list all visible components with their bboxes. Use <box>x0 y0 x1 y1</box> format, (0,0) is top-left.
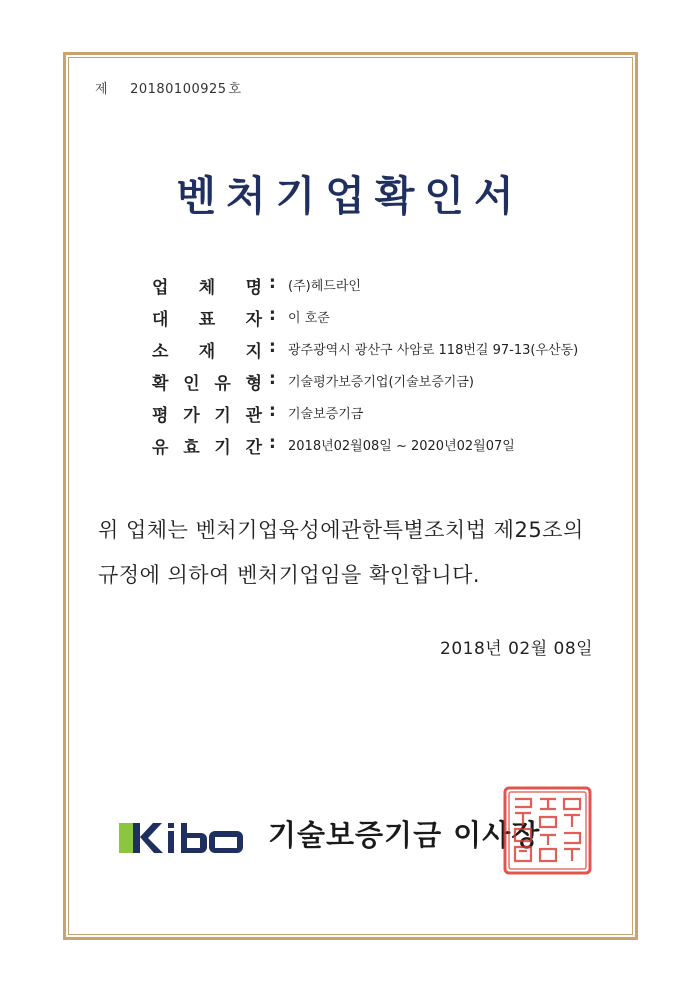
field-label: 대 표 자 <box>152 310 262 330</box>
statement-line-2: 규정에 의하여 벤처기업임을 확인합니다. <box>98 563 481 587</box>
field-label: 소 재 지 <box>152 342 262 362</box>
field-value-address: 광주광역시 광산구 사암로 118번길 97-13(우산동) <box>288 343 579 358</box>
issue-date: 2018년 02월 08일 <box>440 639 594 659</box>
field-value-validity-period: 2018년02월08일 ~ 2020년02월07일 <box>288 439 515 454</box>
field-label: 업 체 명 <box>152 278 262 298</box>
kibo-logo <box>119 815 259 859</box>
field-value-company: (주)헤드라인 <box>288 279 361 294</box>
field-label: 유 효 기 간 <box>152 438 262 458</box>
certificate-number-suffix: 호 <box>228 82 242 97</box>
field-colon: : <box>269 401 276 421</box>
field-colon: : <box>269 337 276 357</box>
confirmation-statement <box>98 508 638 598</box>
field-value-confirmation-type: 기술평가보증기업(기술보증기금) <box>288 375 474 390</box>
certificate-number-value: 20180100925 <box>130 82 227 97</box>
field-colon: : <box>269 433 276 453</box>
certificate-number-prefix: 제 <box>95 82 109 97</box>
field-label: 평 가 기 관 <box>152 406 262 426</box>
field-colon: : <box>269 369 276 389</box>
field-label: 확 인 유 형 <box>152 374 262 394</box>
seal-stamp <box>500 783 595 878</box>
field-value-representative: 이 호준 <box>288 311 330 326</box>
official-seal <box>500 783 595 882</box>
certificate-number <box>95 78 244 97</box>
field-value-evaluation-agency: 기술보증기금 <box>288 407 364 422</box>
kibo-logo-mark <box>119 815 259 859</box>
issuer-name: 기술보증기금 이사장 <box>268 818 541 852</box>
field-colon: : <box>269 273 276 293</box>
field-colon: : <box>269 305 276 325</box>
document-title: 벤처기업확인서 <box>176 172 524 220</box>
statement-line-1: 위 업체는 벤처기업육성에관한특별조치법 제25조의 <box>98 518 584 542</box>
